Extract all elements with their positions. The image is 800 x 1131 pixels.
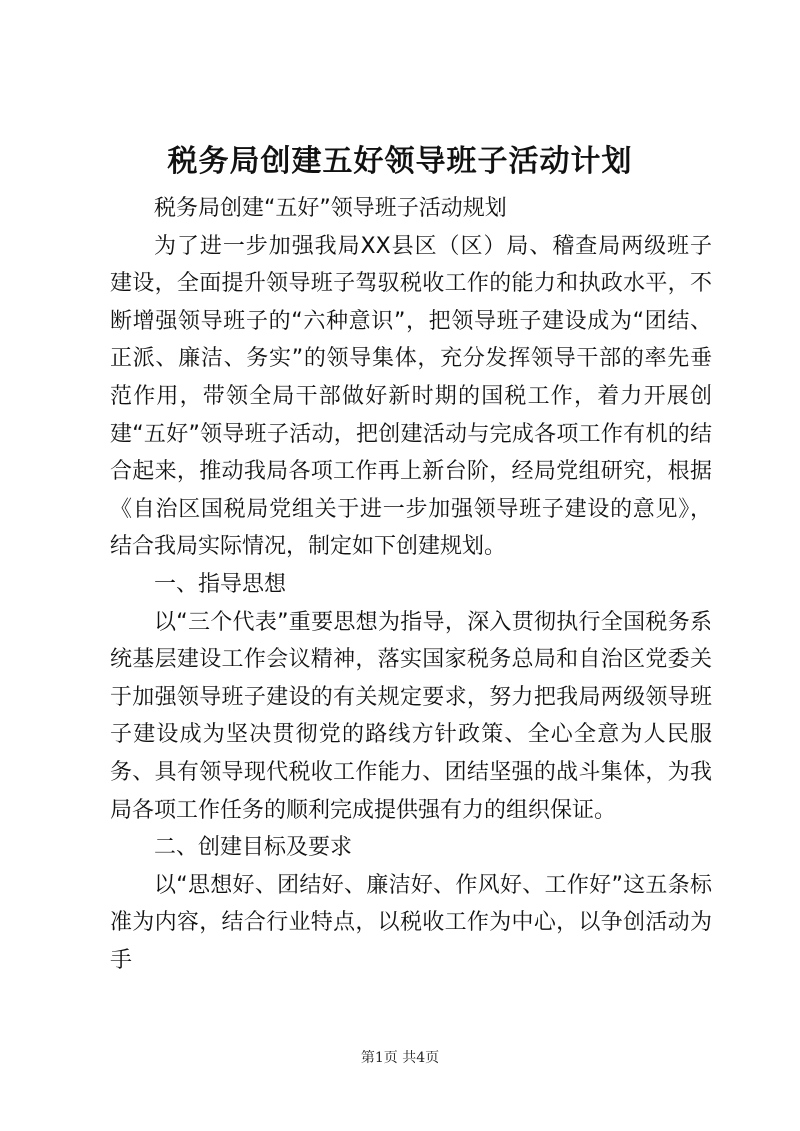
document-body xyxy=(110,190,712,979)
subtitle-paragraph: 税务局创建“五好”领导班子活动规划 xyxy=(154,196,507,221)
section-heading-goals: 二、创建目标及要求 xyxy=(154,835,353,861)
section-heading-guiding-thought: 一、指导思想 xyxy=(154,571,287,597)
document-title: 税务局创建五好领导班子活动计划 xyxy=(167,144,633,179)
page-footer: 第1页 共4页 xyxy=(360,1050,440,1066)
intro-paragraph: 为了进一步加强我局XX县区（区）局、稽查局两级班子建设，全面提升领导班子驾驭税收工作的能力和执政水平，不断增强领导班子的“六种意识”，把领导班子建设成为“团结、正派、廉洁、务实”的领导集体，充分发挥领导干部的率先垂范作用，带领全局干部做好新时期的国税工作，着力开展创建“五好”领导班子活动，把创建活动与完成各项工作有机的结合起来，推动我局各项工作再上新台阶，经局党组研究，根据《自治区国税局党组关于进一步加强领导班子建设的意见》，结合我局实际情况，制定如下创建规划。 xyxy=(110,233,712,560)
guiding-thought-paragraph: 以“三个代表”重要思想为指导，深入贯彻执行全国税务系统基层建设工作会议精神，落实国家税务总局和自治区党委关于加强领导班子建设的有关规定要求，努力把我局两级领导班子建设成为坚决贯彻党的路线方针政策、全心全意为人民服务、具有领导现代税收工作能力、团结坚强的战斗集体，为我局各项工作任务的顺利完成提供强有力的组织保证。 xyxy=(110,609,712,823)
goals-paragraph: 以“思想好、团结好、廉洁好、作风好、工作好”这五条标准为内容，结合行业特点，以税收工作为中心，以争创活动为手 xyxy=(110,872,712,973)
